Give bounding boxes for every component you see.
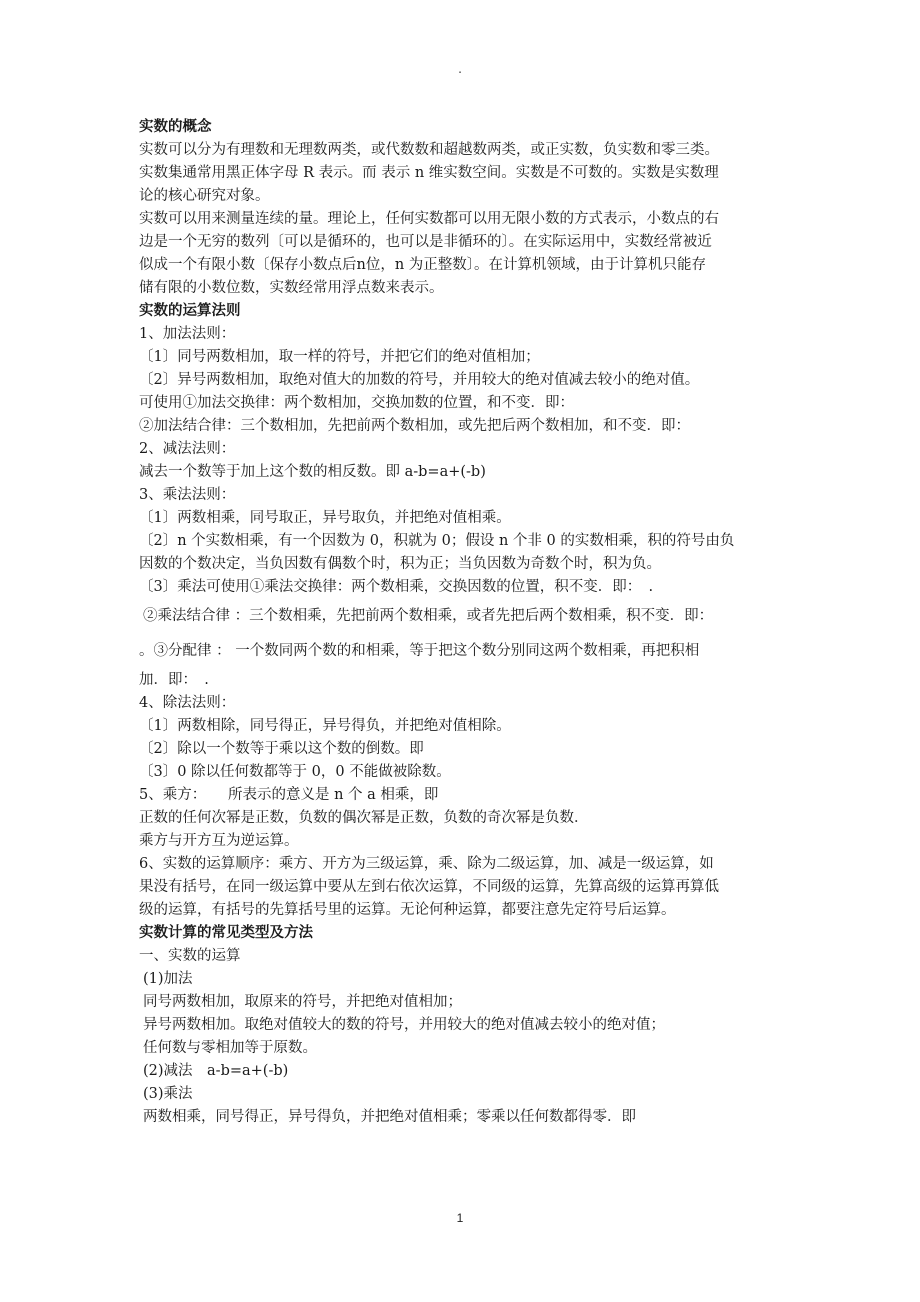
- page-number: 1: [456, 1211, 464, 1225]
- paragraph-line: 〔1〕两数相除，同号得正，异号得负，并把绝对值相除。: [139, 718, 511, 734]
- rule-heading-subtraction: 2、减法法则：: [139, 441, 236, 457]
- paragraph-line: 边是一个无穷的数列〔可以是循环的，也可以是非循环的〕。在实际运用中，实数经常被近: [139, 234, 712, 250]
- paragraph-line: 论的核心研究对象。: [139, 188, 270, 204]
- paragraph-line: 加．即： .: [139, 672, 209, 688]
- paragraph-line: 实数可以分为有理数和无理数两类，或代数数和超越数两类，或正实数，负实数和零三类。: [139, 142, 719, 158]
- section-heading-rules: 实数的运算法则: [139, 303, 241, 319]
- paragraph-line: 〔3〕乘法可使用①乘法交换律：两个数相乘，交换因数的位置，积不变．即： .: [139, 579, 654, 595]
- paragraph-line: 任何数与零相加等于原数。: [143, 1040, 317, 1056]
- paragraph-line: 可使用①加法交换律：两个数相加，交换加数的位置，和不变．即：: [139, 395, 574, 411]
- paragraph-line: (3)乘法: [143, 1086, 193, 1102]
- subsection-heading: 一、实数的运算: [139, 948, 241, 964]
- rule-heading-power: 5、乘方： 所表示的意义是 n 个 a 相乘，即: [139, 787, 439, 803]
- paragraph-line: 〔2〕异号两数相加，取绝对值大的加数的符号，并用较大的绝对值减去较小的绝对值。: [139, 372, 700, 388]
- section-heading-methods: 实数计算的常见类型及方法: [139, 925, 313, 941]
- paragraph-line: (1)加法: [143, 971, 193, 987]
- paragraph-line: 果没有括号，在同一级运算中要从左到右依次运算，不同级的运算，先算高级的运算再算低: [139, 879, 719, 895]
- paragraph-line: 。③分配律 ： 一个数同两个数的和相乘，等于把这个数分别同这两个数相乘，再把积相: [139, 643, 700, 659]
- paragraph-line: ②加法结合律：三个数相加，先把前两个数相加，或先把后两个数相加，和不变．即：: [139, 418, 690, 434]
- paragraph-line: 减去一个数等于加上这个数的相反数。即 a-b=a+(-b): [139, 464, 486, 480]
- paragraph-line: (2)减法 a-b=a+(-b): [143, 1063, 289, 1079]
- rule-heading-order: 6、实数的运算顺序：乘方、开方为三级运算，乘、除为二级运算，加、减是一级运算，如: [139, 856, 714, 872]
- paragraph-line: 乘方与开方互为逆运算。: [139, 833, 299, 849]
- paragraph-line: 似成一个有限小数〔保存小数点后n位，n 为正整数〕。在计算机领域，由于计算机只能存: [139, 257, 707, 273]
- section-heading-concept: 实数的概念: [139, 119, 212, 135]
- rule-heading-multiplication: 3、乘法法则：: [139, 487, 236, 503]
- document-body: [139, 116, 784, 1129]
- paragraph-line: 异号两数相加。取绝对值较大的数的符号，并用较大的绝对值减去较小的绝对值；: [143, 1017, 665, 1033]
- paragraph-line: 〔2〕n 个实数相乘，有一个因数为 0，积就为 0；假设 n 个非 0 的实数相乘，积的符号由负: [139, 533, 735, 549]
- paragraph-line: 〔2〕除以一个数等于乘以这个数的倒数。即: [139, 741, 424, 757]
- paragraph-line: 级的运算，有括号的先算括号里的运算。无论何种运算，都要注意先定符号后运算。: [139, 902, 676, 918]
- header-mark: .: [458, 62, 462, 76]
- rule-heading-addition: 1、加法法则：: [139, 326, 236, 342]
- paragraph-line: 同号两数相加，取原来的符号，并把绝对值相加；: [143, 994, 462, 1010]
- paragraph-line: 〔3〕0 除以任何数都等于 0，0 不能做被除数。: [139, 764, 451, 780]
- paragraph-line: 两数相乘，同号得正，异号得负，并把绝对值相乘；零乘以任何数都得零．即: [143, 1109, 636, 1125]
- paragraph-line: ②乘法结合律 ：三个数相乘，先把前两个数相乘，或者先把后两个数相乘，积不变．即：: [143, 608, 714, 624]
- paragraph-line: 正数的任何次幂是正数，负数的偶次幂是正数，负数的奇次幂是负数．: [139, 810, 589, 826]
- rule-heading-division: 4、除法法则：: [139, 695, 236, 711]
- paragraph-line: 因数的个数决定，当负因数有偶数个时，积为正；当负因数为奇数个时，积为负。: [139, 556, 661, 572]
- paragraph-line: 〔1〕两数相乘，同号取正，异号取负，并把绝对值相乘。: [139, 510, 511, 526]
- paragraph-line: 储有限的小数位数，实数经常用浮点数来表示。: [139, 280, 444, 296]
- paragraph-line: 〔1〕同号两数相加，取一样的符号，并把它们的绝对值相加；: [139, 349, 540, 365]
- paragraph-line: 实数可以用来测量连续的量。理论上，任何实数都可以用无限小数的方式表示，小数点的右: [139, 211, 719, 227]
- paragraph-line: 实数集通常用黑正体字母 R 表示。而 表示 n 维实数空间。实数是不可数的。实数是实数理: [139, 165, 719, 181]
